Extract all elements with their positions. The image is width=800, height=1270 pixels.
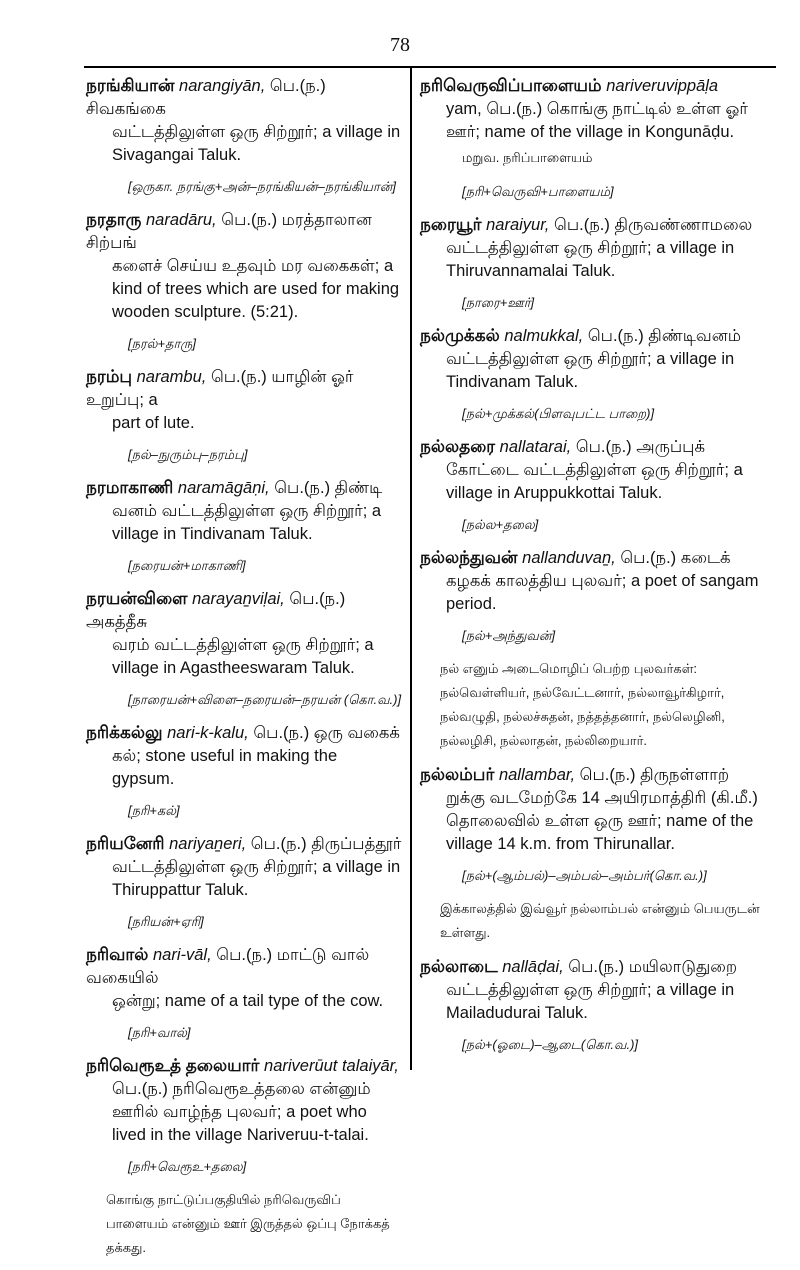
headword: நரங்கியான்	[86, 76, 175, 95]
headword: நரிக்கல்லு	[86, 723, 163, 742]
page-number: 78	[390, 34, 410, 56]
right-column	[420, 74, 780, 1066]
definition: ஒன்று; name of a tail type of the cow.	[112, 992, 384, 1010]
definition-start: பெ.(ந.) திண்டிவனம்	[587, 327, 741, 345]
transliteration: nallambar,	[498, 766, 576, 784]
headword: நரையூர்	[420, 215, 482, 234]
transliteration: nari-vāl,	[153, 946, 212, 964]
entry	[420, 74, 780, 203]
definition-start: பெ.(ந.) மயிலாடுதுறை	[568, 958, 738, 976]
entry	[86, 721, 404, 822]
transliteration: nari-k-kalu,	[167, 724, 249, 742]
headword: நரதாரு	[86, 210, 142, 229]
headword: நல்லந்துவன்	[420, 548, 518, 567]
definition-start: பெ.(ந.) திருவண்ணாமலை	[554, 216, 753, 234]
entry	[86, 587, 404, 711]
etymology: [நல்+அந்துவன்]	[462, 628, 556, 643]
definition: வட்டத்திலுள்ள ஒரு சிற்றூர்; a village in Sivagangai Taluk.	[112, 123, 401, 164]
transliteration: narayaṉviḷai,	[192, 590, 285, 608]
definition: வட்டத்திலுள்ள ஒரு சிற்றூர்; a village in Thiruppattur Taluk.	[112, 858, 401, 899]
etymology: [நல்+(ஆம்பல்)–அம்பல்–அம்பர்(கொ.வ.)]	[462, 868, 707, 883]
transliteration: naradāru,	[146, 211, 217, 229]
definition: வனம் வட்டத்திலுள்ள ஒரு சிற்றூர்; a village in Tindivanam Taluk.	[112, 502, 382, 543]
definition: வரம் வட்டத்திலுள்ள ஒரு சிற்றூர்; a village in Agastheeswaram Taluk.	[112, 636, 374, 677]
transliteration: nariyaṉeri,	[169, 835, 247, 853]
definition-start: பெ.(ந.) திருநள்ளாற்	[579, 766, 730, 784]
headword: நரயன்விளை	[86, 589, 188, 608]
etymology: [ஒருகா. நரங்கு+அன்–நரங்கியன்–நரங்கியான்]	[128, 179, 397, 194]
definition-start: பெ.(ந.) அருப்புக்	[575, 438, 706, 456]
column-divider	[410, 68, 412, 1070]
entry	[86, 476, 404, 577]
definition-start: பெ.(ந.) கடைக்	[620, 549, 731, 567]
transliteration: narambu,	[136, 368, 207, 386]
entry	[420, 435, 780, 536]
definition: வட்டத்திலுள்ள ஒரு சிற்றூர்; a village in Thiruvannamalai Taluk.	[446, 239, 735, 280]
entry	[420, 213, 780, 314]
headword: நல்முக்கல்	[420, 326, 500, 345]
entry	[86, 943, 404, 1044]
definition-start: பெ.(ந.) திருப்பத்தூர்	[250, 835, 402, 853]
etymology: [நாரை+ஊர்]	[462, 295, 535, 310]
definition-start: பெ.(ந.) மரத்தாலான சிற்பங்	[86, 211, 372, 252]
etymology: [நரி+வெருவி+பாளையம்]	[462, 184, 614, 199]
note: நல் எனும் அடைமொழிப் பெற்ற புலவர்கள்: நல்வெள்ளியர், நல்வேட்டனார், நல்லாவூர்கிழார், நல்வழுதி, நல்லச்சுதன், நத்தத்தனார், நல்லெழினி, நல்லழிசி, நல்லாதன், நல்லிறையார்.	[440, 661, 725, 748]
headword: நரிவெருவிப்பாளையம்	[420, 76, 602, 95]
note: கொங்கு நாட்டுப்பகுதியில் நரிவெருவிப் பாளையம் என்னும் ஊர் இருத்தல் ஒப்பு நோக்கத் தக்கது.	[106, 1192, 390, 1255]
transliteration: narangiyān,	[179, 77, 266, 95]
definition: கல்; stone useful in making the gypsum.	[112, 747, 338, 788]
etymology: [நல்+முக்கல்(பிளவுபட்ட பாறை)]	[462, 406, 655, 421]
definition-start: பெ.(ந.) ஒரு வகைக்	[253, 724, 400, 742]
headword: நரம்பு	[86, 367, 133, 386]
definition-start: பெ.(ந.) திண்டி	[274, 479, 383, 497]
entry	[420, 955, 780, 1056]
definition-start: பெ.(ந.) மாட்டு வால் வகையில்	[86, 946, 370, 987]
transliteration: naramāgāṇi,	[177, 479, 270, 497]
definition: part of lute.	[112, 414, 195, 432]
transliteration: nallāḍai,	[502, 958, 564, 976]
entry	[420, 324, 780, 425]
definition-start: பெ.(ந.) அகத்தீசு	[86, 590, 346, 631]
headword: நரிவால்	[86, 945, 149, 964]
definition: களைச் செய்ய உதவும் மர வகைகள்; a kind of trees which are used for making wooden sculpture. (5:21).	[112, 257, 400, 321]
transliteration: nallatarai,	[499, 438, 572, 456]
definition: பெ.(ந.) நரிவெரூஉத்தலை என்னும் ஊரில் வாழ்ந்த புலவர்; a poet who lived in the village Nariveruu-t-talai.	[112, 1080, 371, 1144]
transliteration: nalmukkal,	[504, 327, 584, 345]
etymology: [நரையன்+மாகாணி]	[128, 558, 246, 573]
etymology: [நரி+கல்]	[128, 803, 180, 818]
etymology: [நல்ல+தலை]	[462, 517, 539, 532]
definition: கோட்டை வட்டத்திலுள்ள ஒரு சிற்றூர்; a village in Aruppukkottai Taluk.	[446, 461, 743, 502]
entry	[420, 763, 780, 945]
transliteration: nariverūut talaiyār,	[264, 1057, 399, 1075]
etymology: [நல்+(ஓடை)–ஆடை(கொ.வ.)]	[462, 1037, 639, 1052]
etymology: [நரல்+தாரு]	[128, 336, 196, 351]
entry	[420, 546, 780, 753]
left-column	[86, 74, 404, 1270]
headword: நல்லம்பர்	[420, 765, 495, 784]
transliteration: nariveruvippāḷa	[606, 77, 719, 95]
top-rule	[84, 66, 776, 68]
entry	[86, 74, 404, 198]
headword: நரியனேரி	[86, 834, 165, 853]
definition-start: பெ.(ந.) சிவகங்கை	[86, 77, 326, 118]
etymology: [நரியன்+ஏரி]	[128, 914, 204, 929]
note: மறுவ. நரிப்பாளையம்	[462, 150, 593, 165]
definition: வட்டத்திலுள்ள ஒரு சிற்றூர்; a village in Tindivanam Taluk.	[446, 350, 735, 391]
etymology: [நரி+வெரூஉ+தலை]	[128, 1159, 247, 1174]
entry	[86, 365, 404, 466]
note: இக்காலத்தில் இவ்வூர் நல்லாம்பல் என்னும் பெயருடன் உள்ளது.	[440, 901, 760, 940]
entry	[86, 1054, 404, 1260]
headword: நரிவெரூஉத் தலையார்	[86, 1056, 260, 1075]
definition: வட்டத்திலுள்ள ஒரு சிற்றூர்; a village in Mailadudurai Taluk.	[446, 981, 735, 1022]
entry	[86, 832, 404, 933]
transliteration: naraiyur,	[486, 216, 550, 234]
definition: கழகக் காலத்திய புலவர்; a poet of sangam period.	[446, 572, 759, 613]
definition-start: பெ.(ந.) யாழின் ஓர் உறுப்பு; a	[86, 368, 354, 409]
headword: நரமாகாணி	[86, 478, 174, 497]
etymology: [நாரையன்+விளை–நரையன்–நரயன் (கொ.வ.)]	[128, 692, 402, 707]
definition: yam, பெ.(ந.) கொங்கு நாட்டில் உள்ள ஓர் ஊர்; name of the village in Kongunāḍu.	[446, 100, 748, 141]
etymology: [நல்–நுரும்பு–நரம்பு]	[128, 447, 248, 462]
headword: நல்லாடை	[420, 957, 498, 976]
entry	[86, 208, 404, 355]
headword: நல்லதரை	[420, 437, 496, 456]
transliteration: nallanduvaṉ,	[522, 549, 616, 567]
definition: றுக்கு வடமேற்கே 14 அயிரமாத்திரி (கி.மீ.) தொலைவில் உள்ள ஒரு ஊர்; name of the village 14 k.m. from Thirunallar.	[446, 789, 758, 853]
etymology: [நரி+வால்]	[128, 1025, 191, 1040]
